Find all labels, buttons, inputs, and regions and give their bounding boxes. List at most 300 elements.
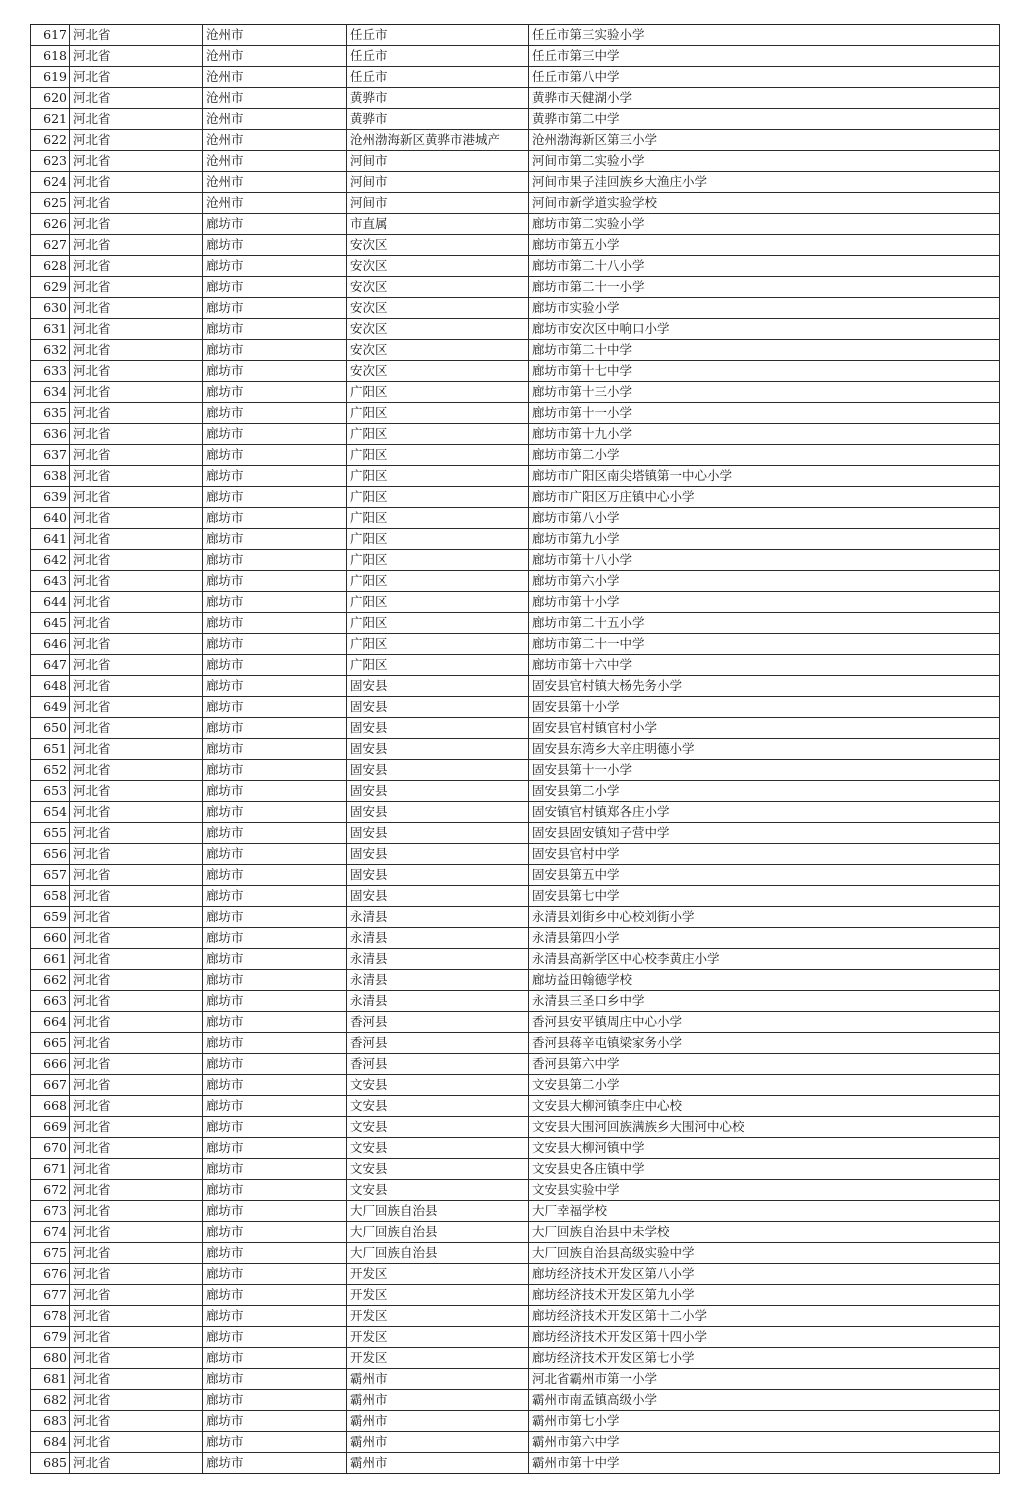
city-cell: 廊坊市 xyxy=(203,760,347,781)
school-name-cell: 廊坊市第二十五小学 xyxy=(529,613,1000,634)
school-name-cell: 廊坊市第二十一小学 xyxy=(529,277,1000,298)
table-row xyxy=(31,46,1000,67)
row-number-cell: 631 xyxy=(31,319,70,340)
table-row xyxy=(31,1243,1000,1264)
city-cell: 廊坊市 xyxy=(203,319,347,340)
table-row xyxy=(31,676,1000,697)
school-name-cell: 霸州市第七小学 xyxy=(529,1411,1000,1432)
city-cell: 廊坊市 xyxy=(203,1138,347,1159)
city-cell: 廊坊市 xyxy=(203,1453,347,1474)
city-cell: 廊坊市 xyxy=(203,1264,347,1285)
province-cell: 河北省 xyxy=(70,424,203,445)
province-cell: 河北省 xyxy=(70,1012,203,1033)
city-cell: 廊坊市 xyxy=(203,1012,347,1033)
city-cell: 廊坊市 xyxy=(203,802,347,823)
district-cell: 永清县 xyxy=(347,949,529,970)
province-cell: 河北省 xyxy=(70,844,203,865)
row-number-cell: 627 xyxy=(31,235,70,256)
table-row xyxy=(31,1264,1000,1285)
city-cell: 廊坊市 xyxy=(203,1159,347,1180)
province-cell: 河北省 xyxy=(70,151,203,172)
table-row xyxy=(31,466,1000,487)
school-name-cell: 廊坊经济技术开发区第八小学 xyxy=(529,1264,1000,1285)
province-cell: 河北省 xyxy=(70,1243,203,1264)
city-cell: 廊坊市 xyxy=(203,739,347,760)
city-cell: 廊坊市 xyxy=(203,1411,347,1432)
school-name-cell: 文安县实验中学 xyxy=(529,1180,1000,1201)
district-cell: 沧州渤海新区黄骅市港城产 xyxy=(347,130,529,151)
city-cell: 廊坊市 xyxy=(203,592,347,613)
province-cell: 河北省 xyxy=(70,340,203,361)
school-name-cell: 廊坊市第十小学 xyxy=(529,592,1000,613)
row-number-cell: 645 xyxy=(31,613,70,634)
city-cell: 廊坊市 xyxy=(203,781,347,802)
table-row xyxy=(31,844,1000,865)
city-cell: 廊坊市 xyxy=(203,1180,347,1201)
table-row xyxy=(31,1411,1000,1432)
school-name-cell: 廊坊市第五小学 xyxy=(529,235,1000,256)
city-cell: 廊坊市 xyxy=(203,865,347,886)
district-cell: 霸州市 xyxy=(347,1411,529,1432)
school-name-cell: 廊坊经济技术开发区第九小学 xyxy=(529,1285,1000,1306)
province-cell: 河北省 xyxy=(70,571,203,592)
school-name-cell: 霸州市第十中学 xyxy=(529,1453,1000,1474)
school-name-cell: 河间市新学道实验学校 xyxy=(529,193,1000,214)
school-name-cell: 固安县第五中学 xyxy=(529,865,1000,886)
table-row xyxy=(31,67,1000,88)
row-number-cell: 652 xyxy=(31,760,70,781)
province-cell: 河北省 xyxy=(70,1264,203,1285)
table-row xyxy=(31,697,1000,718)
district-cell: 黄骅市 xyxy=(347,88,529,109)
city-cell: 廊坊市 xyxy=(203,844,347,865)
table-row xyxy=(31,613,1000,634)
table-row xyxy=(31,1327,1000,1348)
district-cell: 广阳区 xyxy=(347,487,529,508)
district-cell: 开发区 xyxy=(347,1264,529,1285)
city-cell: 廊坊市 xyxy=(203,529,347,550)
row-number-cell: 636 xyxy=(31,424,70,445)
province-cell: 河北省 xyxy=(70,1222,203,1243)
row-number-cell: 653 xyxy=(31,781,70,802)
province-cell: 河北省 xyxy=(70,319,203,340)
province-cell: 河北省 xyxy=(70,781,203,802)
province-cell: 河北省 xyxy=(70,508,203,529)
row-number-cell: 673 xyxy=(31,1201,70,1222)
table-row xyxy=(31,1033,1000,1054)
province-cell: 河北省 xyxy=(70,634,203,655)
table-row xyxy=(31,529,1000,550)
district-cell: 霸州市 xyxy=(347,1390,529,1411)
school-name-cell: 固安县第二小学 xyxy=(529,781,1000,802)
table-row xyxy=(31,655,1000,676)
table-row xyxy=(31,361,1000,382)
row-number-cell: 654 xyxy=(31,802,70,823)
school-name-cell: 廊坊市安次区中响口小学 xyxy=(529,319,1000,340)
city-cell: 廊坊市 xyxy=(203,1054,347,1075)
province-cell: 河北省 xyxy=(70,487,203,508)
school-name-cell: 河北省霸州市第一小学 xyxy=(529,1369,1000,1390)
district-cell: 广阳区 xyxy=(347,445,529,466)
row-number-cell: 624 xyxy=(31,172,70,193)
district-cell: 永清县 xyxy=(347,970,529,991)
row-number-cell: 658 xyxy=(31,886,70,907)
province-cell: 河北省 xyxy=(70,235,203,256)
district-cell: 广阳区 xyxy=(347,529,529,550)
province-cell: 河北省 xyxy=(70,718,203,739)
row-number-cell: 625 xyxy=(31,193,70,214)
district-cell: 文安县 xyxy=(347,1096,529,1117)
school-name-cell: 固安县固安镇知子营中学 xyxy=(529,823,1000,844)
table-row xyxy=(31,1285,1000,1306)
city-cell: 廊坊市 xyxy=(203,991,347,1012)
district-cell: 固安县 xyxy=(347,886,529,907)
district-cell: 任丘市 xyxy=(347,25,529,46)
city-cell: 廊坊市 xyxy=(203,214,347,235)
school-name-cell: 固安镇官村镇郑各庄小学 xyxy=(529,802,1000,823)
table-row xyxy=(31,739,1000,760)
row-number-cell: 676 xyxy=(31,1264,70,1285)
school-name-cell: 廊坊市第二十八小学 xyxy=(529,256,1000,277)
city-cell: 廊坊市 xyxy=(203,1222,347,1243)
school-name-cell: 任丘市第三实验小学 xyxy=(529,25,1000,46)
row-number-cell: 621 xyxy=(31,109,70,130)
row-number-cell: 633 xyxy=(31,361,70,382)
city-cell: 廊坊市 xyxy=(203,949,347,970)
school-name-cell: 河间市果子洼回族乡大渔庄小学 xyxy=(529,172,1000,193)
table-row xyxy=(31,1453,1000,1474)
table-row xyxy=(31,991,1000,1012)
row-number-cell: 674 xyxy=(31,1222,70,1243)
table-row xyxy=(31,865,1000,886)
table-row xyxy=(31,256,1000,277)
school-name-cell: 廊坊经济技术开发区第七小学 xyxy=(529,1348,1000,1369)
city-cell: 沧州市 xyxy=(203,25,347,46)
province-cell: 河北省 xyxy=(70,466,203,487)
table-row xyxy=(31,970,1000,991)
table-row xyxy=(31,928,1000,949)
table-row xyxy=(31,634,1000,655)
district-cell: 霸州市 xyxy=(347,1432,529,1453)
district-cell: 安次区 xyxy=(347,277,529,298)
school-name-cell: 永清县三圣口乡中学 xyxy=(529,991,1000,1012)
city-cell: 廊坊市 xyxy=(203,613,347,634)
table-row xyxy=(31,802,1000,823)
city-cell: 沧州市 xyxy=(203,130,347,151)
row-number-cell: 635 xyxy=(31,403,70,424)
city-cell: 廊坊市 xyxy=(203,1369,347,1390)
district-cell: 开发区 xyxy=(347,1306,529,1327)
row-number-cell: 670 xyxy=(31,1138,70,1159)
district-cell: 香河县 xyxy=(347,1054,529,1075)
school-list-table xyxy=(30,24,1000,1474)
row-number-cell: 665 xyxy=(31,1033,70,1054)
district-cell: 安次区 xyxy=(347,319,529,340)
table-row xyxy=(31,1306,1000,1327)
province-cell: 河北省 xyxy=(70,949,203,970)
table-row xyxy=(31,298,1000,319)
table-row xyxy=(31,130,1000,151)
school-name-cell: 廊坊市第十九小学 xyxy=(529,424,1000,445)
district-cell: 固安县 xyxy=(347,760,529,781)
province-cell: 河北省 xyxy=(70,88,203,109)
city-cell: 廊坊市 xyxy=(203,1285,347,1306)
table-row xyxy=(31,907,1000,928)
row-number-cell: 639 xyxy=(31,487,70,508)
province-cell: 河北省 xyxy=(70,382,203,403)
row-number-cell: 649 xyxy=(31,697,70,718)
province-cell: 河北省 xyxy=(70,739,203,760)
city-cell: 廊坊市 xyxy=(203,1390,347,1411)
city-cell: 廊坊市 xyxy=(203,1117,347,1138)
city-cell: 廊坊市 xyxy=(203,907,347,928)
table-row xyxy=(31,1012,1000,1033)
province-cell: 河北省 xyxy=(70,529,203,550)
city-cell: 廊坊市 xyxy=(203,571,347,592)
table-row xyxy=(31,1390,1000,1411)
district-cell: 永清县 xyxy=(347,991,529,1012)
table-row xyxy=(31,781,1000,802)
row-number-cell: 619 xyxy=(31,67,70,88)
district-cell: 文安县 xyxy=(347,1117,529,1138)
city-cell: 廊坊市 xyxy=(203,676,347,697)
district-cell: 广阳区 xyxy=(347,382,529,403)
table-row xyxy=(31,592,1000,613)
city-cell: 廊坊市 xyxy=(203,424,347,445)
city-cell: 廊坊市 xyxy=(203,550,347,571)
school-name-cell: 霸州市第六中学 xyxy=(529,1432,1000,1453)
table-row xyxy=(31,403,1000,424)
district-cell: 文安县 xyxy=(347,1159,529,1180)
province-cell: 河北省 xyxy=(70,823,203,844)
table-row xyxy=(31,193,1000,214)
district-cell: 广阳区 xyxy=(347,592,529,613)
city-cell: 沧州市 xyxy=(203,109,347,130)
table-row xyxy=(31,382,1000,403)
district-cell: 广阳区 xyxy=(347,466,529,487)
city-cell: 廊坊市 xyxy=(203,445,347,466)
district-cell: 河间市 xyxy=(347,193,529,214)
row-number-cell: 617 xyxy=(31,25,70,46)
table-row xyxy=(31,1369,1000,1390)
province-cell: 河北省 xyxy=(70,991,203,1012)
row-number-cell: 632 xyxy=(31,340,70,361)
city-cell: 廊坊市 xyxy=(203,508,347,529)
city-cell: 廊坊市 xyxy=(203,970,347,991)
school-name-cell: 廊坊市第十八小学 xyxy=(529,550,1000,571)
district-cell: 安次区 xyxy=(347,361,529,382)
province-cell: 河北省 xyxy=(70,655,203,676)
province-cell: 河北省 xyxy=(70,277,203,298)
school-name-cell: 大厂回族自治县高级实验中学 xyxy=(529,1243,1000,1264)
district-cell: 开发区 xyxy=(347,1285,529,1306)
school-name-cell: 黄骅市天健湖小学 xyxy=(529,88,1000,109)
province-cell: 河北省 xyxy=(70,1201,203,1222)
row-number-cell: 660 xyxy=(31,928,70,949)
school-name-cell: 香河县安平镇周庄中心小学 xyxy=(529,1012,1000,1033)
city-cell: 廊坊市 xyxy=(203,928,347,949)
row-number-cell: 637 xyxy=(31,445,70,466)
district-cell: 广阳区 xyxy=(347,634,529,655)
province-cell: 河北省 xyxy=(70,361,203,382)
province-cell: 河北省 xyxy=(70,172,203,193)
school-name-cell: 文安县史各庄镇中学 xyxy=(529,1159,1000,1180)
district-cell: 文安县 xyxy=(347,1138,529,1159)
row-number-cell: 671 xyxy=(31,1159,70,1180)
table-row xyxy=(31,487,1000,508)
district-cell: 固安县 xyxy=(347,676,529,697)
district-cell: 广阳区 xyxy=(347,508,529,529)
city-cell: 廊坊市 xyxy=(203,403,347,424)
table-row xyxy=(31,277,1000,298)
school-name-cell: 廊坊市第十一小学 xyxy=(529,403,1000,424)
district-cell: 霸州市 xyxy=(347,1369,529,1390)
row-number-cell: 685 xyxy=(31,1453,70,1474)
row-number-cell: 683 xyxy=(31,1411,70,1432)
city-cell: 廊坊市 xyxy=(203,1348,347,1369)
city-cell: 廊坊市 xyxy=(203,1243,347,1264)
row-number-cell: 678 xyxy=(31,1306,70,1327)
row-number-cell: 682 xyxy=(31,1390,70,1411)
city-cell: 廊坊市 xyxy=(203,1432,347,1453)
province-cell: 河北省 xyxy=(70,109,203,130)
district-cell: 开发区 xyxy=(347,1327,529,1348)
city-cell: 廊坊市 xyxy=(203,1096,347,1117)
school-name-cell: 廊坊经济技术开发区第十二小学 xyxy=(529,1306,1000,1327)
row-number-cell: 672 xyxy=(31,1180,70,1201)
province-cell: 河北省 xyxy=(70,1348,203,1369)
row-number-cell: 643 xyxy=(31,571,70,592)
table-row xyxy=(31,109,1000,130)
city-cell: 廊坊市 xyxy=(203,466,347,487)
city-cell: 廊坊市 xyxy=(203,1327,347,1348)
row-number-cell: 657 xyxy=(31,865,70,886)
row-number-cell: 629 xyxy=(31,277,70,298)
district-cell: 广阳区 xyxy=(347,403,529,424)
province-cell: 河北省 xyxy=(70,592,203,613)
row-number-cell: 666 xyxy=(31,1054,70,1075)
province-cell: 河北省 xyxy=(70,67,203,88)
district-cell: 河间市 xyxy=(347,172,529,193)
row-number-cell: 648 xyxy=(31,676,70,697)
school-name-cell: 香河县第六中学 xyxy=(529,1054,1000,1075)
city-cell: 廊坊市 xyxy=(203,361,347,382)
province-cell: 河北省 xyxy=(70,1096,203,1117)
province-cell: 河北省 xyxy=(70,445,203,466)
school-name-cell: 沧州渤海新区第三小学 xyxy=(529,130,1000,151)
province-cell: 河北省 xyxy=(70,928,203,949)
table-row xyxy=(31,1138,1000,1159)
district-cell: 文安县 xyxy=(347,1075,529,1096)
province-cell: 河北省 xyxy=(70,697,203,718)
table-row xyxy=(31,760,1000,781)
school-name-cell: 固安县第十一小学 xyxy=(529,760,1000,781)
school-name-cell: 廊坊市广阳区万庄镇中心小学 xyxy=(529,487,1000,508)
row-number-cell: 680 xyxy=(31,1348,70,1369)
city-cell: 廊坊市 xyxy=(203,718,347,739)
school-name-cell: 文安县大柳河镇中学 xyxy=(529,1138,1000,1159)
row-number-cell: 630 xyxy=(31,298,70,319)
row-number-cell: 679 xyxy=(31,1327,70,1348)
school-name-cell: 永清县刘街乡中心校刘街小学 xyxy=(529,907,1000,928)
table-row xyxy=(31,25,1000,46)
city-cell: 廊坊市 xyxy=(203,487,347,508)
row-number-cell: 647 xyxy=(31,655,70,676)
district-cell: 固安县 xyxy=(347,739,529,760)
school-name-cell: 任丘市第三中学 xyxy=(529,46,1000,67)
row-number-cell: 642 xyxy=(31,550,70,571)
school-name-cell: 文安县第二小学 xyxy=(529,1075,1000,1096)
province-cell: 河北省 xyxy=(70,1411,203,1432)
province-cell: 河北省 xyxy=(70,25,203,46)
table-row xyxy=(31,508,1000,529)
table-row xyxy=(31,1117,1000,1138)
row-number-cell: 661 xyxy=(31,949,70,970)
district-cell: 霸州市 xyxy=(347,1453,529,1474)
school-name-cell: 廊坊市第二十一中学 xyxy=(529,634,1000,655)
table-row xyxy=(31,445,1000,466)
school-name-cell: 廊坊市第十六中学 xyxy=(529,655,1000,676)
district-cell: 永清县 xyxy=(347,928,529,949)
table-row xyxy=(31,1096,1000,1117)
row-number-cell: 677 xyxy=(31,1285,70,1306)
table-row xyxy=(31,1054,1000,1075)
row-number-cell: 663 xyxy=(31,991,70,1012)
district-cell: 固安县 xyxy=(347,865,529,886)
school-name-cell: 廊坊市实验小学 xyxy=(529,298,1000,319)
school-name-cell: 固安县官村中学 xyxy=(529,844,1000,865)
district-cell: 香河县 xyxy=(347,1012,529,1033)
city-cell: 廊坊市 xyxy=(203,697,347,718)
row-number-cell: 644 xyxy=(31,592,70,613)
district-cell: 广阳区 xyxy=(347,655,529,676)
table-row xyxy=(31,151,1000,172)
school-name-cell: 河间市第二实验小学 xyxy=(529,151,1000,172)
table-row xyxy=(31,1075,1000,1096)
province-cell: 河北省 xyxy=(70,550,203,571)
school-name-cell: 廊坊市第十七中学 xyxy=(529,361,1000,382)
row-number-cell: 622 xyxy=(31,130,70,151)
city-cell: 廊坊市 xyxy=(203,655,347,676)
province-cell: 河北省 xyxy=(70,1180,203,1201)
city-cell: 廊坊市 xyxy=(203,382,347,403)
row-number-cell: 664 xyxy=(31,1012,70,1033)
district-cell: 大厂回族自治县 xyxy=(347,1222,529,1243)
table-row xyxy=(31,718,1000,739)
district-cell: 大厂回族自治县 xyxy=(347,1243,529,1264)
province-cell: 河北省 xyxy=(70,1033,203,1054)
city-cell: 沧州市 xyxy=(203,172,347,193)
district-cell: 开发区 xyxy=(347,1348,529,1369)
row-number-cell: 626 xyxy=(31,214,70,235)
province-cell: 河北省 xyxy=(70,130,203,151)
school-name-cell: 固安县第七中学 xyxy=(529,886,1000,907)
table-row xyxy=(31,823,1000,844)
province-cell: 河北省 xyxy=(70,1327,203,1348)
table-row xyxy=(31,1432,1000,1453)
province-cell: 河北省 xyxy=(70,760,203,781)
school-name-cell: 廊坊市第九小学 xyxy=(529,529,1000,550)
row-number-cell: 634 xyxy=(31,382,70,403)
school-name-cell: 廊坊市第六小学 xyxy=(529,571,1000,592)
school-name-cell: 廊坊经济技术开发区第十四小学 xyxy=(529,1327,1000,1348)
city-cell: 沧州市 xyxy=(203,151,347,172)
district-cell: 黄骅市 xyxy=(347,109,529,130)
school-name-cell: 廊坊市第二十中学 xyxy=(529,340,1000,361)
district-cell: 安次区 xyxy=(347,298,529,319)
table-row xyxy=(31,949,1000,970)
table-row xyxy=(31,214,1000,235)
